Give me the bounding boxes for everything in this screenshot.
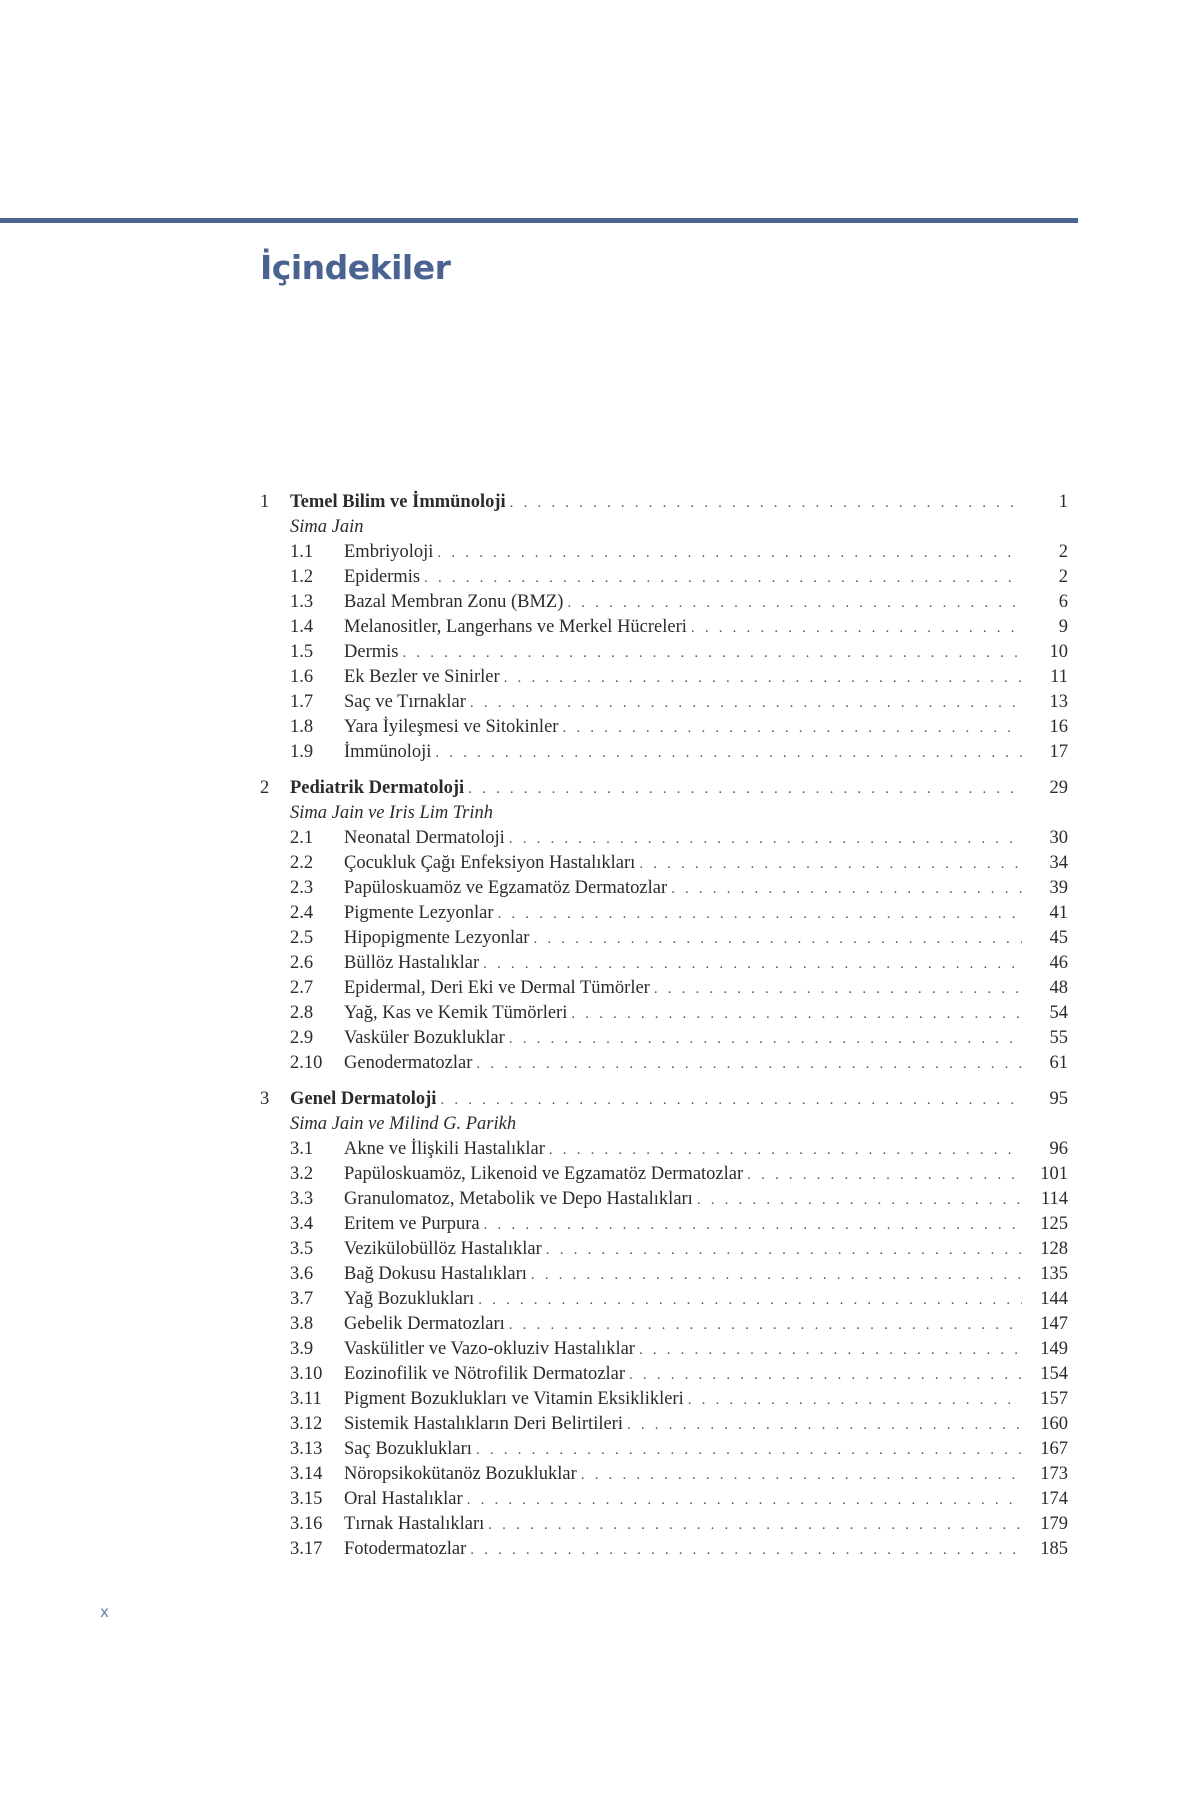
section-page-number: 167 [1040, 1439, 1068, 1459]
section-title: Saç ve Tırnaklar [344, 692, 466, 712]
section-title: Epidermis [344, 567, 421, 587]
dot-leader [484, 1213, 1022, 1238]
section-number: 2.2 [290, 853, 314, 873]
section-number: 3.2 [290, 1164, 314, 1184]
dot-leader [546, 1238, 1022, 1263]
section-number: 3.15 [290, 1489, 323, 1509]
dot-leader [629, 1363, 1022, 1388]
chapter-title: Pediatrik Dermatoloji [290, 778, 465, 798]
section-page-number: 54 [1049, 1003, 1068, 1023]
section-number: 3.4 [290, 1214, 314, 1234]
section-page-number: 45 [1049, 928, 1068, 948]
toc-section-entry[interactable] [260, 665, 1068, 690]
toc-section-entry[interactable] [260, 1387, 1068, 1412]
section-title: Neonatal Dermatoloji [344, 828, 505, 848]
chapter-page-number: 95 [1049, 1089, 1068, 1109]
section-number: 3.14 [290, 1464, 323, 1484]
section-page-number: 185 [1040, 1539, 1068, 1559]
dot-leader [581, 1463, 1022, 1488]
toc-section-entry[interactable] [260, 740, 1068, 765]
section-number: 3.3 [290, 1189, 314, 1209]
chapter-page-number: 1 [1058, 492, 1068, 512]
section-page-number: 55 [1049, 1028, 1068, 1048]
toc-section-entry[interactable] [260, 951, 1068, 976]
toc-section-entry[interactable] [260, 640, 1068, 665]
dot-leader [688, 1388, 1022, 1413]
section-number: 2.8 [290, 1003, 314, 1023]
section-title: Pigmente Lezyonlar [344, 903, 494, 923]
chapter-title: Genel Dermatoloji [290, 1089, 437, 1109]
section-title: Papüloskuamöz ve Egzamatöz Dermatozlar [344, 878, 668, 898]
dot-leader [476, 1438, 1022, 1463]
toc-chapter-entry[interactable] [260, 490, 1068, 515]
section-page-number: 135 [1040, 1264, 1068, 1284]
toc-chapter [260, 490, 1068, 765]
toc-chapter [260, 776, 1068, 1076]
section-page-number: 173 [1040, 1464, 1068, 1484]
section-number: 2.10 [290, 1053, 323, 1073]
header-rule [0, 218, 1078, 223]
section-number: 1.6 [290, 667, 314, 687]
page-title: İçindekiler [260, 248, 451, 287]
section-title: Pigment Bozuklukları ve Vitamin Eksiklikleri [344, 1389, 684, 1409]
section-title: Çocukluk Çağı Enfeksiyon Hastalıkları [344, 853, 636, 873]
toc-section-entry[interactable] [260, 1212, 1068, 1237]
dot-leader [424, 566, 1022, 591]
section-page-number: 174 [1040, 1489, 1068, 1509]
section-page-number: 160 [1040, 1414, 1068, 1434]
section-number: 3.16 [290, 1514, 323, 1534]
chapter-author: Sima Jain ve Iris Lim Trinh [290, 803, 493, 823]
section-page-number: 101 [1040, 1164, 1068, 1184]
section-title: Vasküler Bozukluklar [344, 1028, 505, 1048]
section-number: 3.5 [290, 1239, 314, 1259]
dot-leader [470, 691, 1022, 716]
dot-leader [470, 1538, 1022, 1563]
section-page-number: 9 [1058, 617, 1068, 637]
section-number: 1.7 [290, 692, 314, 712]
section-number: 2.7 [290, 978, 314, 998]
section-number: 3.6 [290, 1264, 314, 1284]
section-number: 2.6 [290, 953, 314, 973]
section-number: 3.12 [290, 1414, 323, 1434]
toc-section-entry[interactable] [260, 876, 1068, 901]
toc-section-entry[interactable] [260, 1462, 1068, 1487]
toc-section-entry[interactable] [260, 1337, 1068, 1362]
section-title: İmmünoloji [344, 742, 432, 762]
dot-leader [509, 1027, 1022, 1052]
section-page-number: 41 [1049, 903, 1068, 923]
dot-leader [531, 1263, 1022, 1288]
dot-leader [435, 741, 1022, 766]
dot-leader [402, 641, 1022, 666]
toc-section-entry[interactable] [260, 976, 1068, 1001]
chapter-author: Sima Jain [290, 517, 364, 537]
section-page-number: 144 [1040, 1289, 1068, 1309]
section-number: 1.5 [290, 642, 314, 662]
section-page-number: 2 [1058, 567, 1068, 587]
section-title: Yağ Bozuklukları [344, 1289, 475, 1309]
toc-section-entry[interactable] [260, 1362, 1068, 1387]
section-title: Yara İyileşmesi ve Sitokinler [344, 717, 559, 737]
section-number: 1.8 [290, 717, 314, 737]
toc-section-entry[interactable] [260, 1537, 1068, 1562]
section-page-number: 10 [1049, 642, 1068, 662]
dot-leader [549, 1138, 1022, 1163]
section-page-number: 17 [1049, 742, 1068, 762]
section-number: 1.9 [290, 742, 314, 762]
chapter-page-number: 29 [1049, 778, 1068, 798]
section-title: Bazal Membran Zonu (BMZ) [344, 592, 564, 612]
section-number: 3.9 [290, 1339, 314, 1359]
toc-section-entry[interactable] [260, 1051, 1068, 1076]
section-number: 2.9 [290, 1028, 314, 1048]
section-title: Gebelik Dermatozları [344, 1314, 505, 1334]
section-title: Yağ, Kas ve Kemik Tümörleri [344, 1003, 568, 1023]
section-title: Genodermatozlar [344, 1053, 473, 1073]
section-title: Saç Bozuklukları [344, 1439, 472, 1459]
toc-section-entry[interactable] [260, 826, 1068, 851]
dot-leader [498, 902, 1023, 927]
section-page-number: 125 [1040, 1214, 1068, 1234]
toc-section-entry[interactable] [260, 565, 1068, 590]
section-title: Epidermal, Deri Eki ve Dermal Tümörler [344, 978, 650, 998]
dot-leader [562, 716, 1022, 741]
toc-section-entry[interactable] [260, 1162, 1068, 1187]
toc-section-entry[interactable] [260, 1487, 1068, 1512]
section-title: Vaskülitler ve Vazo-okluziv Hastalıklar [344, 1339, 635, 1359]
dot-leader [509, 827, 1022, 852]
section-page-number: 11 [1050, 667, 1068, 687]
section-title: Papüloskuamöz, Likenoid ve Egzamatöz Dermatozlar [344, 1164, 744, 1184]
section-number: 3.13 [290, 1439, 323, 1459]
toc-chapter [260, 1087, 1068, 1562]
toc-section-entry[interactable] [260, 1137, 1068, 1162]
toc-chapter-entry[interactable] [260, 776, 1068, 801]
section-page-number: 48 [1049, 978, 1068, 998]
section-number: 3.17 [290, 1539, 323, 1559]
section-title: Eritem ve Purpura [344, 1214, 480, 1234]
section-number: 3.11 [290, 1389, 322, 1409]
section-page-number: 16 [1049, 717, 1068, 737]
toc-section-entry[interactable] [260, 1262, 1068, 1287]
toc-section-entry[interactable] [260, 1001, 1068, 1026]
section-number: 1.3 [290, 592, 314, 612]
toc-section-entry[interactable] [260, 926, 1068, 951]
dot-leader [476, 1052, 1022, 1077]
chapter-title: Temel Bilim ve İmmünoloji [290, 492, 506, 512]
section-number: 3.8 [290, 1314, 314, 1334]
chapter-number: 1 [260, 492, 270, 512]
section-page-number: 6 [1058, 592, 1068, 612]
dot-leader [747, 1163, 1022, 1188]
section-page-number: 154 [1040, 1364, 1068, 1384]
section-page-number: 2 [1058, 542, 1068, 562]
section-number: 3.1 [290, 1139, 314, 1159]
dot-leader [627, 1413, 1022, 1438]
toc-chapter-entry[interactable] [260, 1087, 1068, 1112]
section-number: 2.1 [290, 828, 314, 848]
toc-section-entry[interactable] [260, 851, 1068, 876]
dot-leader [671, 877, 1022, 902]
section-title: Nöropsikokütanöz Bozukluklar [344, 1464, 577, 1484]
section-page-number: 46 [1049, 953, 1068, 973]
section-title: Embriyoloji [344, 542, 434, 562]
dot-leader [483, 952, 1022, 977]
chapter-author: Sima Jain ve Milind G. Parikh [290, 1114, 517, 1134]
toc-section-entry[interactable] [260, 1437, 1068, 1462]
section-title: Ek Bezler ve Sinirler [344, 667, 500, 687]
dot-leader [691, 616, 1022, 641]
section-title: Bağ Dokusu Hastalıkları [344, 1264, 527, 1284]
section-title: Eozinofilik ve Nötrofilik Dermatozlar [344, 1364, 626, 1384]
section-title: Fotodermatozlar [344, 1539, 467, 1559]
section-title: Granulomatoz, Metabolik ve Depo Hastalıkları [344, 1189, 693, 1209]
section-title: Oral Hastalıklar [344, 1489, 463, 1509]
section-page-number: 147 [1040, 1314, 1068, 1334]
section-title: Dermis [344, 642, 399, 662]
dot-leader [440, 1088, 1022, 1113]
section-title: Vezikülobüllöz Hastalıklar [344, 1239, 542, 1259]
dot-leader [639, 852, 1022, 877]
page-number: x [100, 1603, 109, 1621]
toc-section-entry[interactable] [260, 1412, 1068, 1437]
dot-leader [510, 491, 1022, 516]
dot-leader [437, 541, 1022, 566]
dot-leader [654, 977, 1022, 1002]
chapter-number: 2 [260, 778, 270, 798]
toc-section-entry[interactable] [260, 690, 1068, 715]
section-page-number: 114 [1040, 1189, 1068, 1209]
toc-section-entry[interactable] [260, 1187, 1068, 1212]
dot-leader [467, 1488, 1022, 1513]
table-of-contents [260, 490, 1068, 1573]
section-page-number: 13 [1049, 692, 1068, 712]
dot-leader [697, 1188, 1022, 1213]
section-page-number: 34 [1049, 853, 1068, 873]
section-page-number: 39 [1049, 878, 1068, 898]
section-title: Büllöz Hastalıklar [344, 953, 480, 973]
dot-leader [533, 927, 1022, 952]
section-page-number: 149 [1040, 1339, 1068, 1359]
toc-section-entry[interactable] [260, 1312, 1068, 1337]
toc-section-entry[interactable] [260, 615, 1068, 640]
section-page-number: 157 [1040, 1389, 1068, 1409]
section-title: Sistemik Hastalıkların Deri Belirtileri [344, 1414, 623, 1434]
section-page-number: 96 [1049, 1139, 1068, 1159]
toc-section-entry[interactable] [260, 590, 1068, 615]
toc-section-entry[interactable] [260, 715, 1068, 740]
toc-section-entry[interactable] [260, 1512, 1068, 1537]
dot-leader [567, 591, 1022, 616]
toc-section-entry[interactable] [260, 901, 1068, 926]
section-number: 1.1 [290, 542, 314, 562]
toc-section-entry[interactable] [260, 1237, 1068, 1262]
dot-leader [509, 1313, 1022, 1338]
toc-section-entry[interactable] [260, 540, 1068, 565]
chapter-number: 3 [260, 1089, 270, 1109]
section-page-number: 30 [1049, 828, 1068, 848]
section-page-number: 61 [1049, 1053, 1068, 1073]
dot-leader [488, 1513, 1022, 1538]
dot-leader [639, 1338, 1022, 1363]
section-page-number: 128 [1040, 1239, 1068, 1259]
toc-section-entry[interactable] [260, 1287, 1068, 1312]
section-number: 3.7 [290, 1289, 314, 1309]
dot-leader [571, 1002, 1022, 1027]
toc-section-entry[interactable] [260, 1026, 1068, 1051]
section-number: 2.5 [290, 928, 314, 948]
section-page-number: 179 [1040, 1514, 1068, 1534]
dot-leader [468, 777, 1022, 802]
section-title: Akne ve İlişkili Hastalıklar [344, 1139, 545, 1159]
dot-leader [478, 1288, 1022, 1313]
dot-leader [504, 666, 1022, 691]
section-number: 2.3 [290, 878, 314, 898]
section-number: 1.4 [290, 617, 314, 637]
section-title: Melanositler, Langerhans ve Merkel Hücreleri [344, 617, 687, 637]
section-title: Tırnak Hastalıkları [344, 1514, 485, 1534]
section-number: 3.10 [290, 1364, 323, 1384]
section-title: Hipopigmente Lezyonlar [344, 928, 530, 948]
section-number: 2.4 [290, 903, 314, 923]
section-number: 1.2 [290, 567, 314, 587]
